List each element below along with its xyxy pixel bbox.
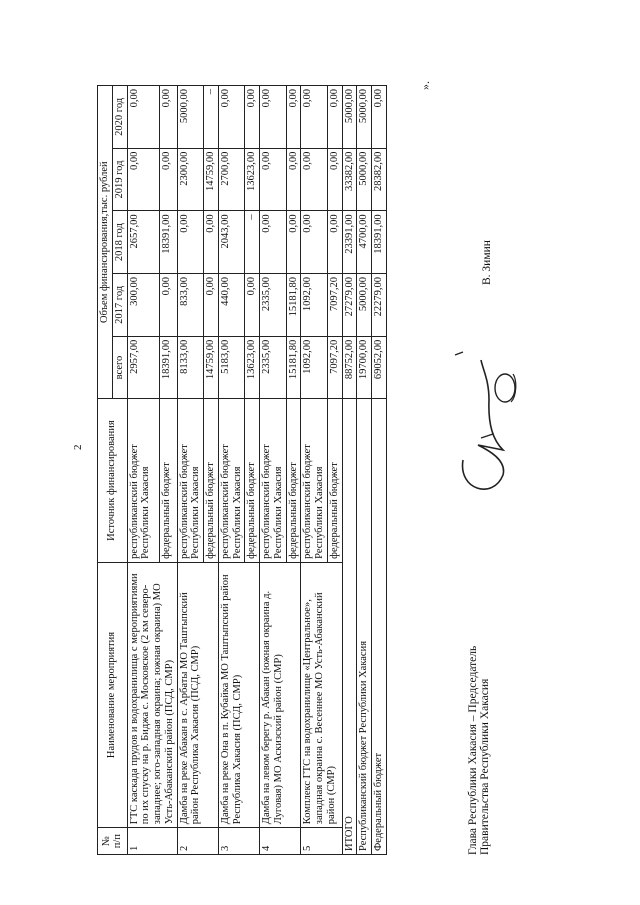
header-name: Наименование мероприятия: [98, 562, 128, 827]
amount-y2018: 0,00: [204, 211, 219, 274]
header-source: Источник финансирования: [98, 399, 128, 562]
amount-y2017: 833,00: [177, 274, 204, 337]
header-2019: 2019 год: [112, 148, 127, 211]
funding-source: федеральный бюджет: [327, 399, 342, 562]
amount-y2018: –: [245, 211, 260, 274]
header-2018: 2018 год: [112, 211, 127, 274]
amount-y2019: 0,00: [301, 148, 328, 211]
amount-y2020: 0,00: [159, 86, 177, 149]
amount-total: 14759,00: [204, 336, 219, 399]
rotated-content: [97, 75, 511, 855]
row-number: 4: [260, 828, 301, 855]
funding-source: федеральный бюджет: [286, 399, 301, 562]
table-body: [127, 86, 386, 855]
summary-y2017: 22279,00: [372, 274, 387, 337]
summary-y2017: 27279,00: [342, 274, 357, 337]
summary-y2019: 5000,00: [357, 148, 372, 211]
amount-y2017: 0,00: [245, 274, 260, 337]
amount-y2020: 0,00: [301, 86, 328, 149]
amount-y2020: 0,00: [245, 86, 260, 149]
row-number: 2: [177, 828, 218, 855]
amount-y2017: 0,00: [159, 274, 177, 337]
amount-y2019: 2300,00: [177, 148, 204, 211]
page-number: 2: [72, 444, 84, 450]
funding-source: республиканский бюджет Республики Хакасия: [127, 399, 159, 562]
amount-y2020: 5000,00: [177, 86, 204, 149]
amount-y2017: 7097,20: [327, 274, 342, 337]
amount-y2019: 13623,00: [245, 148, 260, 211]
measure-name: Дамба на реке Абакан в с. Арбаты МО Таштыпский район Республика Хакасия (ПСД, СМР): [177, 562, 218, 827]
summary-y2018: 4700,00: [357, 211, 372, 274]
amount-y2018: 2657,00: [127, 211, 159, 274]
summary-total: 69052,00: [372, 336, 387, 399]
amount-y2017: 1092,00: [301, 274, 328, 337]
amount-total: 5183,00: [218, 336, 245, 399]
summary-row: [372, 86, 387, 855]
summary-y2019: 28382,00: [372, 148, 387, 211]
amount-y2018: 2043,00: [218, 211, 245, 274]
closing-quote: ».: [417, 81, 432, 90]
amount-total: 8133,00: [177, 336, 204, 399]
financing-table: [97, 85, 387, 855]
table-row: [218, 86, 245, 855]
row-number: 5: [301, 828, 342, 855]
position-line-2: Правительства Республики Хакасия: [478, 678, 491, 855]
amount-y2020: 0,00: [127, 86, 159, 149]
amount-y2018: 0,00: [260, 211, 287, 274]
amount-y2020: 0,00: [218, 86, 245, 149]
amount-y2017: 440,00: [218, 274, 245, 337]
summary-y2020: 5000,00: [357, 86, 372, 149]
measure-name: Дамба на реке Она в п. Кубайка МО Таштыпский район Республика Хакасия (ПСД, СМР): [218, 562, 259, 827]
signatory-position: [467, 646, 491, 855]
amount-total: 18391,00: [159, 336, 177, 399]
handwritten-signature: [433, 330, 523, 520]
summary-y2017: 5000,00: [357, 274, 372, 337]
table-row: [260, 86, 287, 855]
funding-source: республиканский бюджет Республики Хакасия: [301, 399, 328, 562]
amount-y2018: 0,00: [177, 211, 204, 274]
summary-y2019: 33382,00: [342, 148, 357, 211]
funding-source: республиканский бюджет Республики Хакасия: [260, 399, 287, 562]
amount-total: 2335,00: [260, 336, 287, 399]
amount-y2020: 0,00: [286, 86, 301, 149]
measure-name: ГТС каскада прудов и водохранилища с мероприятиями по их спуску на р. Биджа с. Московское (2 км северо-западнее; юго-западная окраина; южная окраина) МО Усть-Абаканский район (ПСД, СМР): [127, 562, 177, 827]
table-row: [177, 86, 204, 855]
amount-total: 7097,20: [327, 336, 342, 399]
summary-label: ИТОГО: [342, 399, 357, 855]
header-num: № п/п: [98, 828, 128, 855]
summary-y2020: 5000,00: [342, 86, 357, 149]
amount-y2019: 14759,00: [204, 148, 219, 211]
amount-y2019: 0,00: [260, 148, 287, 211]
amount-y2019: 0,00: [159, 148, 177, 211]
amount-y2017: 0,00: [204, 274, 219, 337]
summary-label: Федеральный бюджет: [372, 399, 387, 855]
row-number: 3: [218, 828, 259, 855]
position-line-1: Глава Республики Хакасия – Председатель: [466, 645, 479, 855]
measure-name: Комплекс ГТС на водохранилище «Центральное», западная окраина с. Весеннее МО Усть-Абаканский район (СМР): [301, 562, 342, 827]
amount-total: 13623,00: [245, 336, 260, 399]
amount-y2018: 0,00: [301, 211, 328, 274]
amount-y2018: 18391,00: [159, 211, 177, 274]
summary-total: 19700,00: [357, 336, 372, 399]
header-2017: 2017 год: [112, 274, 127, 337]
amount-y2017: 2335,00: [260, 274, 287, 337]
amount-y2019: 0,00: [286, 148, 301, 211]
table-row: [127, 86, 159, 855]
summary-total: 88752,00: [342, 336, 357, 399]
funding-source: федеральный бюджет: [159, 399, 177, 562]
summary-label: Республиканский бюджет Республики Хакасия: [357, 399, 372, 855]
signatory-name: В. Зимин: [480, 240, 493, 285]
table-row: [301, 86, 328, 855]
funding-source: федеральный бюджет: [245, 399, 260, 562]
amount-y2018: 0,00: [327, 211, 342, 274]
amount-y2018: 0,00: [286, 211, 301, 274]
amount-total: 15181,80: [286, 336, 301, 399]
funding-source: республиканский бюджет Республики Хакасия: [218, 399, 245, 562]
row-number: 1: [127, 828, 177, 855]
header-total: всего: [112, 336, 127, 399]
amount-y2019: 0,00: [127, 148, 159, 211]
amount-y2020: –: [204, 86, 219, 149]
header-volume: Объем финансирования,тыс. рублей: [98, 86, 113, 399]
measure-name: Дамба на левом берегу р. Абакан (южная окраина д. Луговая) МО Аскизский район (СМР): [260, 562, 301, 827]
amount-total: 1092,00: [301, 336, 328, 399]
funding-source: республиканский бюджет Республики Хакасия: [177, 399, 204, 562]
summary-row: [342, 86, 357, 855]
amount-y2017: 300,00: [127, 274, 159, 337]
funding-source: федеральный бюджет: [204, 399, 219, 562]
amount-y2020: 0,00: [327, 86, 342, 149]
amount-y2020: 0,00: [260, 86, 287, 149]
summary-row: [357, 86, 372, 855]
amount-y2017: 15181,80: [286, 274, 301, 337]
amount-y2019: 2700,00: [218, 148, 245, 211]
amount-total: 2957,00: [127, 336, 159, 399]
summary-y2018: 23391,00: [342, 211, 357, 274]
header-2020: 2020 год: [112, 86, 127, 149]
table-header-row: [98, 86, 113, 855]
summary-y2020: 0,00: [372, 86, 387, 149]
signature-block: [411, 75, 511, 855]
amount-y2019: 0,00: [327, 148, 342, 211]
summary-y2018: 18391,00: [372, 211, 387, 274]
